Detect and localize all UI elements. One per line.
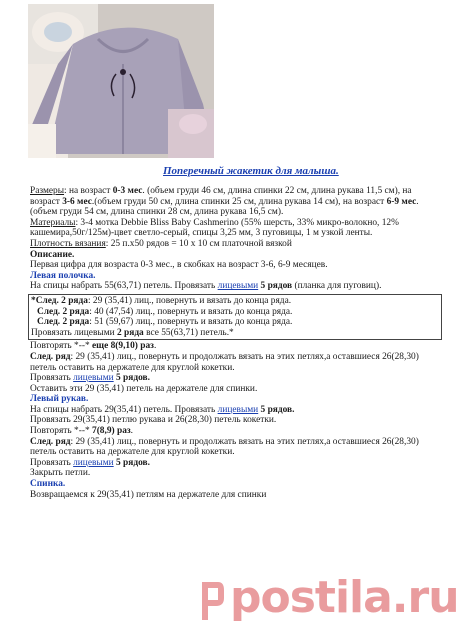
next-row-2: След. ряд: 29 (35,41) лиц., повернуть и продолжать вязать на этих петлях,а оставшиеся 26(28,30) петель оставить на держателе для круглой кокетки. [30, 436, 419, 458]
knit-5-rows-2: Провязать лицевыми 5 рядов. [30, 457, 150, 468]
repeat-2: Повторять *--* 7(8,9) раз. [30, 426, 134, 437]
left-sleeve-cast-on: На спицы набрать 29(35,41) петель. Провязать лицевыми 5 рядов. [30, 404, 295, 415]
density-paragraph: Плотность вязания: 25 п.х50 рядов = 10 х 10 см платочной вязкой [30, 238, 292, 249]
left-sleeve-heading: Левый рукав. [30, 394, 89, 405]
left-front-heading: Левая полочка. [30, 270, 96, 281]
description-text: Первая цифра для возраста 0-3 мес., в скобках на возраст 3-6, 6-9 месяцев. [30, 260, 328, 271]
page-title: Поперечный жакетик для малыша. [163, 165, 339, 177]
density-label: Плотность вязания [30, 238, 106, 249]
watermark: postila.ru [230, 572, 459, 623]
sizes-paragraph: Размеры: на возраст 0-3 мес. (объем груди 46 см, длина спинки 22 см, длина рукава 11,5 см), на возраст 3-6 мес.(объем груди 50 см, длина спинки 25 см, длина рукава 14 см), на возраст 6-9 мес. (объем груди 54 см, длина спинки 28 см, длина рукава 16,5 см). [30, 186, 419, 218]
repeat-1: Повторять *--* еще 8(9,10) раз. [30, 341, 157, 352]
sleeve-knit: Провязать 29(35,41) петлю рукава и 26(28,30) петель кокетки. [30, 415, 277, 426]
left-front-cast-on: На спицы набрать 55(63,71) петель. Провязать лицевыми 5 рядов (планка для пуговиц). [30, 281, 382, 292]
knit-5-rows-1: Провязать лицевыми 5 рядов. [30, 373, 150, 384]
product-photo [28, 4, 214, 158]
box-row-4: Провязать лицевыми 2 ряда все 55(63,71) петель.* [31, 327, 234, 338]
repeat-box [28, 294, 442, 340]
pattern-text [30, 186, 442, 500]
sizes-label: Размеры [30, 186, 65, 196]
close-stitches: Закрыть петли. [30, 468, 91, 479]
postila-logo-icon [198, 578, 226, 622]
back-text: Возвращаемся к 29(35,41) петлям на держателе для спинки [30, 489, 267, 500]
materials-paragraph: Материалы: 3-4 мотка Debbie Bliss Baby Cashmerino (55% шерсть, 33% микро-волокно, 12% кашемира,50г/125м)-цвет светло-серый, спицы 3,25 мм, 3 пуговицы, 1 м узкой ленты. [30, 217, 399, 239]
leave-stitches: Оставить эти 29 (35,41) петель на держателе для спинки. [30, 383, 258, 394]
back-heading: Спинка. [30, 479, 66, 490]
box-row-2: След. 2 ряда: 40 (47,54) лиц., повернуть и вязать до конца ряда. [37, 306, 293, 317]
materials-label: Материалы [30, 217, 76, 228]
box-row-1: *След. 2 ряда: 29 (35,41) лиц., повернуть и вязать до конца ряда. [31, 295, 292, 306]
box-row-3: След. 2 ряда: 51 (59,67) лиц., повернуть и вязать до конца ряда. [37, 317, 293, 328]
next-row-1: След. ряд: 29 (35,41) лиц., повернуть и продолжать вязать на этих петлях,а оставшиеся 26(28,30) петель оставить на держателе для круглой кокетки. [30, 351, 419, 373]
description-heading: Описание. [30, 249, 75, 260]
